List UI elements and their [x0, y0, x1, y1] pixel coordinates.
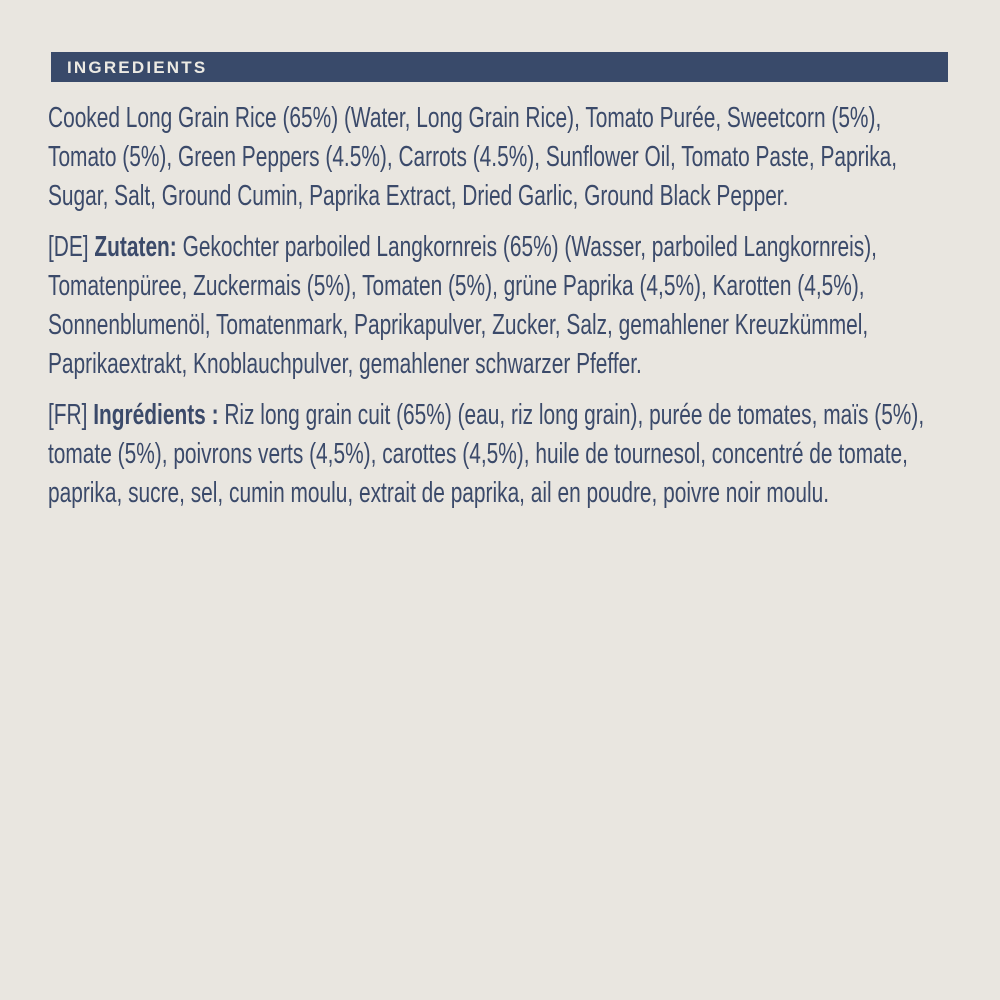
ingredients-header-bar: [51, 52, 948, 82]
section-label-de: Zutaten:: [94, 231, 177, 263]
language-tag-de: [DE]: [48, 231, 89, 263]
ingredients-text-de: Gekochter parboiled Langkornreis (65%) (Wasser, parboiled Langkornreis), Tomatenpüree, Zuckermais (5%), Tomaten (5%), grüne Paprika (4,5%), Karotten (4,5%), Sonnenblumenöl, Tomatenmark, Paprikapulver, Zucker, Salz, gemahlener Kreuzkümmel, Paprikaextrakt, Knoblauchpulver, gemahlener schwarzer Pfeffer.: [48, 231, 877, 380]
ingredients-paragraph-en: [48, 99, 948, 216]
ingredients-paragraph-de: [48, 228, 948, 384]
ingredients-header-title: INGREDIENTS: [67, 58, 208, 77]
ingredients-content: [48, 99, 948, 525]
section-label-fr: Ingrédients :: [93, 399, 219, 431]
ingredients-text-fr: Riz long grain cuit (65%) (eau, riz long grain), purée de tomates, maïs (5%), tomate (5%), poivrons verts (4,5%), carottes (4,5%), huile de tournesol, concentré de tomate, paprika, sucre, sel, cumin moulu, extrait de paprika, ail en poudre, poivre noir moulu.: [48, 399, 925, 509]
ingredients-text-en: Cooked Long Grain Rice (65%) (Water, Long Grain Rice), Tomato Purée, Sweetcorn (5%), Tomato (5%), Green Peppers (4.5%), Carrots (4.5%), Sunflower Oil, Tomato Paste, Paprika, Sugar, Salt, Ground Cumin, Paprika Extract, Dried Garlic, Ground Black Pepper.: [48, 102, 898, 212]
ingredients-paragraph-fr: [48, 396, 948, 513]
language-tag-fr: [FR]: [48, 399, 88, 431]
